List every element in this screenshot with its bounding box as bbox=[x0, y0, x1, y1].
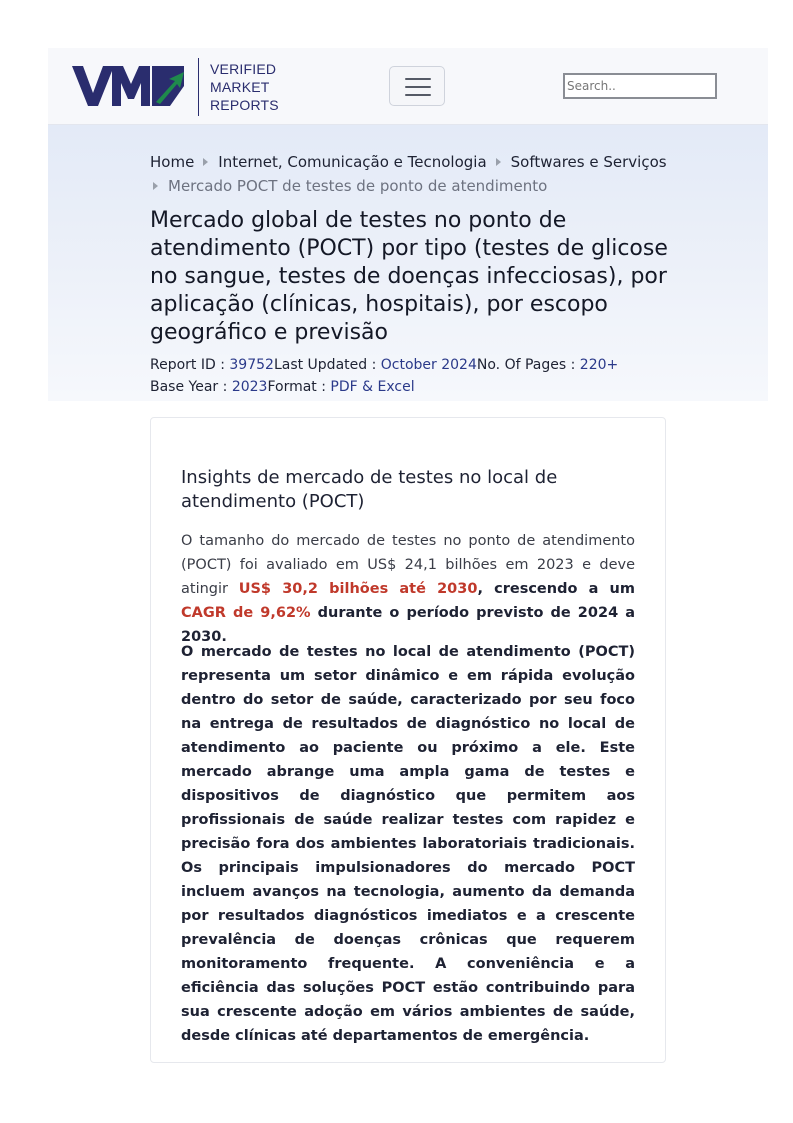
brand-line-2: MARKET bbox=[210, 79, 270, 95]
report-meta bbox=[150, 354, 710, 398]
logo-divider bbox=[198, 58, 199, 116]
cagr-highlight: CAGR de 9,62% bbox=[181, 605, 311, 621]
report-id-label: Report ID : bbox=[150, 357, 230, 373]
page-title: Mercado global de testes no ponto de atendimento (POCT) por tipo (testes de glicose no sangue, testes de doenças infecciosas), por aplicação (clínicas, hospitais), por escopo geográfico e previsão bbox=[150, 208, 668, 345]
summary-text-end: durante o período previsto de 2024 a 2030. bbox=[181, 605, 636, 645]
format-value: PDF & Excel bbox=[330, 379, 415, 395]
breadcrumb-home[interactable]: Home bbox=[150, 153, 195, 171]
pages-label: No. Of Pages : bbox=[476, 357, 580, 373]
summary-text-mid: , crescendo a um bbox=[477, 581, 635, 597]
search-input[interactable] bbox=[563, 73, 717, 99]
insights-card bbox=[150, 417, 666, 1063]
last-updated-value: October 2024 bbox=[380, 357, 477, 373]
brand-wordmark[interactable] bbox=[210, 60, 279, 114]
breadcrumb-level-2[interactable]: Softwares e Serviços bbox=[510, 153, 667, 171]
chevron-right-icon bbox=[496, 158, 501, 166]
site-header bbox=[48, 48, 768, 125]
report-hero bbox=[48, 125, 768, 401]
insights-description: O mercado de testes no local de atendimento (POCT) representa um setor dinâmico e em rápida evolução dentro do setor de saúde, caracterizado por seu foco na entrega de resultados de diagnóstico no local de atendimento ao paciente ou próximo a ele. Este mercado abrange uma ampla gama de testes e dispositivos de diagnóstico que permitem aos profissionais de saúde realizar testes com rapidez e precisão fora dos ambientes laboratoriais tradicionais. Os principais impulsionadores do mercado POCT incluem avanços na tecnologia, aumento da demanda por resultados diagnósticos imediatos e a crescente prevalência de doenças crônicas que requerem monitoramento frequente. A conveniência e a eficiência das soluções POCT estão contribuindo para sua crescente adoção em vários ambientes de saúde, desde clínicas até departamentos de emergência. bbox=[181, 644, 635, 1044]
hamburger-icon bbox=[405, 78, 431, 80]
breadcrumb-current: Mercado POCT de testes de ponto de atendimento bbox=[168, 177, 548, 195]
report-id-value: 39752 bbox=[229, 357, 274, 373]
hamburger-menu-button[interactable] bbox=[389, 66, 445, 106]
vmr-logo-icon[interactable] bbox=[72, 66, 184, 106]
breadcrumb bbox=[150, 150, 710, 198]
hamburger-icon bbox=[405, 94, 431, 96]
last-updated-label: Last Updated : bbox=[273, 357, 381, 373]
pages-value: 220+ bbox=[579, 357, 619, 373]
base-year-value: 2023 bbox=[231, 379, 268, 395]
chevron-right-icon bbox=[153, 182, 158, 190]
market-size-highlight: US$ 30,2 bilhões até 2030 bbox=[238, 581, 478, 597]
base-year-label: Base Year : bbox=[150, 379, 232, 395]
insights-title: Insights de mercado de testes no local de atendimento (POCT) bbox=[181, 467, 558, 512]
format-label: Format : bbox=[267, 379, 331, 395]
hamburger-icon bbox=[405, 86, 431, 88]
summary-text-start: O tamanho do mercado de testes no ponto de atendimento (POCT) foi avaliado em US$ 24,1 bilhões em 2023 e deve atingir bbox=[181, 533, 635, 597]
chevron-right-icon bbox=[203, 158, 208, 166]
brand-line-3: REPORTS bbox=[210, 97, 279, 113]
breadcrumb-level-1[interactable]: Internet, Comunicação e Tecnologia bbox=[218, 153, 487, 171]
brand-line-1: VERIFIED bbox=[210, 61, 277, 77]
insights-summary bbox=[181, 529, 635, 649]
